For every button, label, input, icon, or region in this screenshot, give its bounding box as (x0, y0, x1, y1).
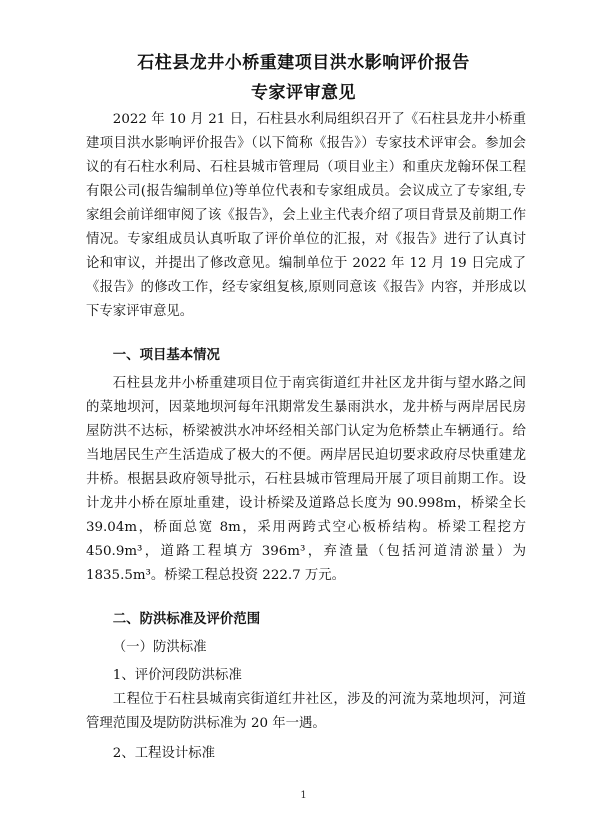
project-info-paragraph: 石柱县龙井小桥重建项目位于南宾街道红井社区龙井街与望水路之间的菜地坝河，因菜地坝河每年汛期常发生暴雨洪水，龙井桥与两岸居民房屋防洪不达标，桥梁被洪水冲坏经相关部门认定为危桥禁止车辆通行。给当地居民生产生活造成了极大的不便。两岸居民迫切要求政府尽快重建龙井桥。根据县政府领导批示，石柱县城市管理局开展了项目前期工作。设计龙井小桥在原址重建，设计桥梁及道路总长度为 90.998m，桥梁全长 39.04m，桥面总宽 8m，采用两跨式空心板桥结构。桥梁工程挖方 450.9m³，道路工程填方 396m³，弃渣量（包括河道清淤量）为 1835.5m³。桥梁工程总投资 222.7 万元。 (86, 376, 526, 583)
document-subtitle: 专家评审意见 (251, 83, 356, 103)
item-river-flood-standard: 1、评价河段防洪标准 (112, 668, 242, 683)
section-heading-project-info: 一、项目基本情况 (112, 348, 220, 363)
item-design-standard: 2、工程设计标准 (112, 746, 216, 761)
section-heading-flood-standard: 二、防洪标准及评价范围 (112, 612, 261, 627)
subsection-flood-standard: （一）防洪标准 (112, 640, 207, 655)
document-title: 石柱县龙井小桥重建项目洪水影响评价报告 (137, 53, 470, 73)
page-number: 1 (300, 790, 307, 801)
river-flood-standard-paragraph: 工程位于石柱县城南宾街道红井社区，涉及的河流为菜地坝河，河道管理范围及堤防防洪标准为 20 年一遇。 (86, 692, 526, 731)
intro-paragraph: 2022 年 10 月 21 日，石柱县水利局组织召开了《石柱县龙井小桥重建项目洪水影响评价报告》（以下简称《报告》）专家技术评审会。参加会议的有石柱水利局、石柱县城市管理局（项目业主）和重庆龙翰环保工程有限公司(报告编制单位)等单位代表和专家组成员。会议成立了专家组,专家组会前详细审阅了该《报告》，会上业主代表介绍了项目背景及前期工作情况。专家组成员认真听取了评价单位的汇报，对《报告》进行了认真讨论和审议，并提出了修改意见。编制单位于 2022 年 12 月 19 日完成了《报告》的修改工作，经专家组复核,原则同意该《报告》内容，并形成以下专家评审意见。 (86, 112, 526, 319)
